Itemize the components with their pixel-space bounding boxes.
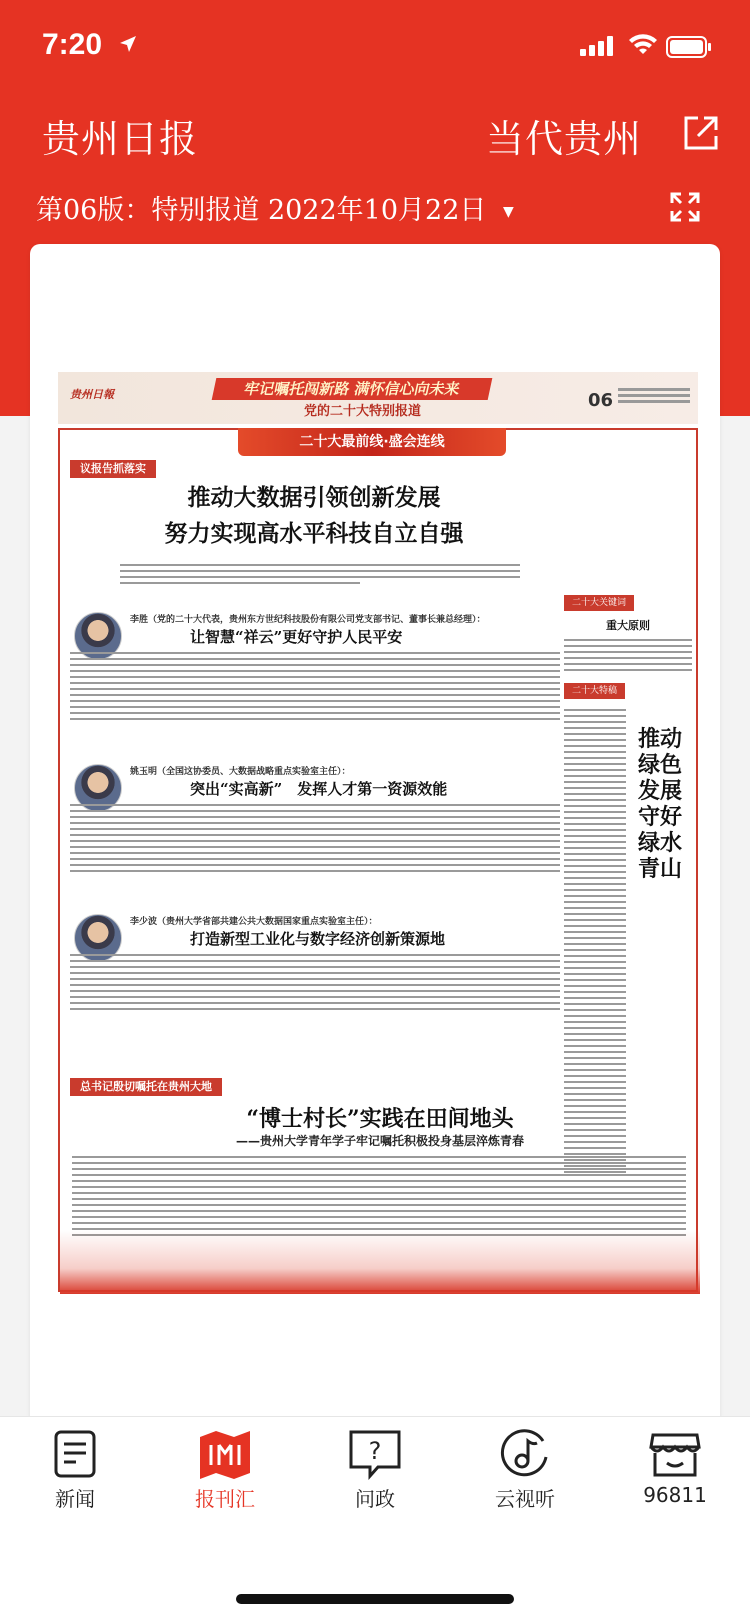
section-ribbon: 二十大最前线·盛会连线	[238, 428, 506, 456]
paper-title-guizhou-daily[interactable]: 贵州日报	[42, 117, 199, 161]
tab-label: 云视听	[495, 1487, 555, 1511]
second-headline[interactable]: “博士村长”实践在田间地头	[246, 1106, 514, 1132]
right-column[interactable]	[564, 590, 705, 1177]
newspaper-page-card[interactable]	[30, 244, 720, 1426]
profile-role: 姚玉明（全国这协委员、大数据战略重点实验室主任）：	[130, 767, 351, 777]
profile-article-1[interactable]	[70, 608, 560, 698]
wifi-icon	[628, 34, 658, 56]
share-icon[interactable]	[682, 114, 720, 152]
second-headline-sub: ——贵州大学青年学子牢记嘱托积极投身基层淬炼青春	[235, 1134, 524, 1148]
lead-text	[120, 564, 520, 588]
section-tag: 议报告抓落实	[70, 460, 156, 478]
tab-96811[interactable]	[600, 1417, 750, 1527]
keyword-title: 重大原则	[606, 619, 650, 632]
bottom-tab-bar	[0, 1416, 750, 1624]
tab-cloud-audio-video[interactable]	[450, 1417, 600, 1527]
main-headline-line2: 努力实现高水平科技自立自强	[164, 520, 464, 547]
edition-selector[interactable]	[36, 188, 514, 227]
section-tag-2: 总书记殷切嘱托在贵州大地	[70, 1078, 222, 1096]
tab-label: 问政	[355, 1487, 395, 1511]
keyword-tag: 二十大关键词	[564, 595, 634, 611]
shop-icon	[649, 1429, 701, 1479]
status-time: 7:20	[42, 28, 103, 61]
news-icon	[53, 1429, 97, 1479]
question-bubble-icon	[348, 1429, 402, 1479]
feature-tag: 二十大特稿	[564, 683, 625, 699]
svg-text:?: ?	[368, 1437, 382, 1465]
tab-label: 96811	[643, 1483, 707, 1507]
page-frame	[58, 428, 705, 1292]
profile-title: 打造新型工业化与数字经济创新策源地	[190, 930, 446, 948]
profile-article-2[interactable]	[70, 760, 560, 850]
music-note-icon	[499, 1429, 551, 1479]
newspaper-page-image[interactable]	[58, 372, 705, 1292]
second-article-text	[72, 1156, 686, 1240]
newspaper-map-icon	[198, 1429, 252, 1479]
battery-icon	[666, 36, 712, 58]
keyword-text	[564, 639, 692, 671]
page-slogan: 牢记嘱托闯新路 满怀信心向未来	[212, 378, 493, 400]
chevron-down-icon: ▼	[502, 203, 514, 220]
cellular-signal-icon	[580, 36, 614, 56]
status-bar	[0, 22, 750, 70]
page-number: 06	[588, 390, 614, 411]
main-headline-line1: 推动大数据引领创新发展	[187, 484, 441, 511]
article-text	[70, 804, 560, 876]
page-masthead	[58, 372, 698, 424]
tab-news[interactable]	[0, 1417, 150, 1527]
home-indicator	[236, 1594, 514, 1604]
article-text	[70, 652, 560, 724]
tab-label: 报刊汇	[195, 1487, 255, 1511]
decorative-bottom-artwork	[60, 1230, 700, 1294]
paper-title-contemporary-guizhou[interactable]: 当代贵州	[486, 117, 643, 161]
tab-inquiry[interactable]	[300, 1417, 450, 1527]
edition-date: 2022年10月22日	[267, 195, 487, 226]
newspaper-logo: 贵州日報	[70, 388, 114, 401]
profile-title: 让智慧“祥云”更好守护人民平安	[190, 628, 403, 646]
page-slogan-sub: 党的二十大特别报道	[304, 404, 422, 419]
main-headline[interactable]	[74, 480, 554, 552]
location-arrow-icon	[118, 34, 138, 54]
fullscreen-icon[interactable]	[668, 190, 702, 224]
profile-title: 突出“实高新” 发挥人才第一资源效能	[190, 780, 448, 798]
edition-label: 第06版：特别报道	[36, 195, 260, 226]
profile-role: 李少波（贵州大学省部共建公共大数据国家重点实验室主任）：	[130, 917, 378, 927]
page-meta-lines	[618, 388, 690, 408]
tab-label: 新闻	[55, 1487, 95, 1511]
feature-vertical-title: 推动绿色发展 守好绿水青山	[637, 726, 705, 882]
article-text	[70, 954, 560, 1014]
profile-role: 李胜（党的二十大代表，贵州东方世纪科技股份有限公司党支部书记、董事长兼总经理）：	[130, 615, 486, 625]
tab-newspaper-hub[interactable]	[150, 1417, 300, 1527]
profile-article-3[interactable]	[70, 910, 560, 1000]
